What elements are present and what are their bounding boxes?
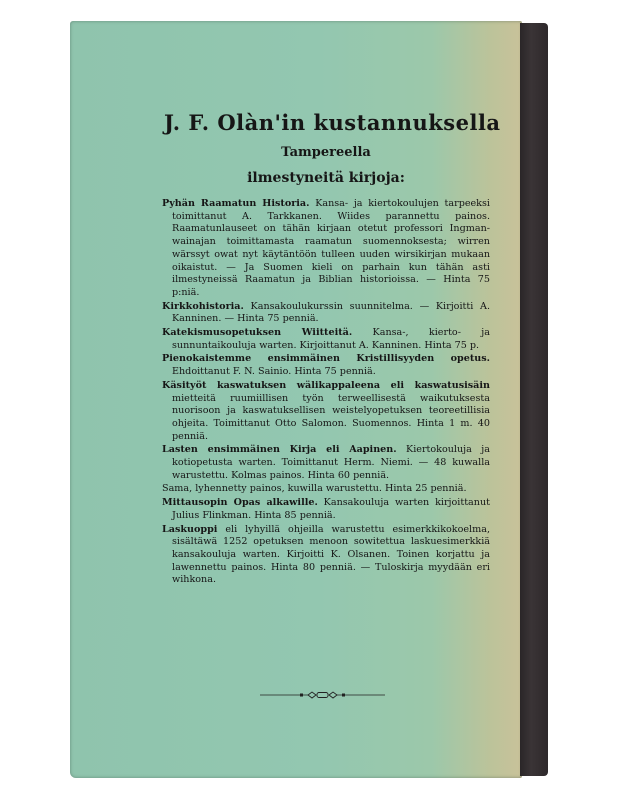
book-title: Mittausopin Opas alkawille. [162,497,318,509]
book-title: Käsityöt kaswatuksen wälikappaleena eli kaswatusisäin [162,379,490,391]
book-description: Kansakouluja warten kirjoittanut Julius Flinkman. Hinta 85 penniä. [172,497,490,521]
book-entry [162,327,490,352]
book-entry [162,444,490,482]
book-entry [162,524,490,588]
book-description: Kansa- ja kiertokoulujen tarpeeksi toimittanut A. Tarkkanen. Wiides parannettu painos. Raamatunlauseet on tähän kirjaan otetut professori Ingman-wainajan toimittamasta raamatun suomennoksesta; wirren wärssyt owat nyt käytäntöön tulleen uuden wirsikirjan mukaan oikaistut. — Ja Suomen kieli on parhain kun tähän asti ilmestyneissä Raamatun ja Biblian historioissa. — Hinta 75 p:niä. [172,198,490,298]
book-entry [162,483,490,496]
book-spine [520,23,548,776]
book-title: Pyhän Raamatun Historia. [162,198,310,209]
book-description: Kansakoulukurssin suunnitelma. — Kirjoitti A. Kanninen. — Hinta 75 penniä. [172,300,490,325]
book-title: Lasten ensimmäinen Kirja eli Aapinen. [162,444,397,456]
city-line: Tampereella [281,145,371,160]
book-description: Kansa-, kierto- ja sunnuntaikouluja warten. Kirjoittanut A. Kanninen. Hinta 75 p. [172,327,490,351]
ornament-divider-icon [260,690,385,700]
advertisement-text [162,110,501,588]
book-title: Laskuoppi [162,523,218,535]
book-entry [162,198,490,300]
publisher-title: J. F. Olàn'in kustannuksella [164,110,501,135]
book-description: Ehdoittanut F. N. Sainio. Hinta 75 penniä. [172,366,376,378]
book-description: Sama, lyhennetty painos, kuwilla warustettu. Hinta 25 penniä. [162,483,467,495]
book-description: Kiertokouluja ja kotiopetusta warten. Toimittanut Herm. Niemi. — 48 kuwalla warustettu. Kolmas painos. Hinta 60 penniä. [172,444,490,481]
book-description: eli lyhyillä ohjeilla warustettu esimerkkikokoelma, sisältäwä 1252 opetuksen menoon sowitettua laskuesimerkkiä kansakouluja warten. Kirjoitti K. Olsanen. Toinen korjattu ja lawennettu painos. Hinta 80 penniä. — Tuloskirja myydään eri wihkona. [172,523,490,586]
book-entry [162,497,490,522]
book-title: Katekismusopetuksen Wiitteitä. [162,327,353,339]
book-entry [162,353,490,378]
book-description: mietteitä ruumiillisen työn terweellisestä waikutuksesta nuorisoon ja kaswatuksellisen weistelyopetuksen teoreetillisia ohjeita. Toimittanut Otto Salomon. Suomennos. Hinta 1 m. 40 penniä. [172,392,490,442]
book-title: Kirkkohistoria. [162,300,244,312]
book-entry [162,301,490,326]
book-entry [162,380,490,444]
book-title: Pienokaistemme ensimmäinen Kristillisyyden opetus. [162,353,490,365]
list-heading: ilmestyneitä kirjoja: [247,170,405,186]
